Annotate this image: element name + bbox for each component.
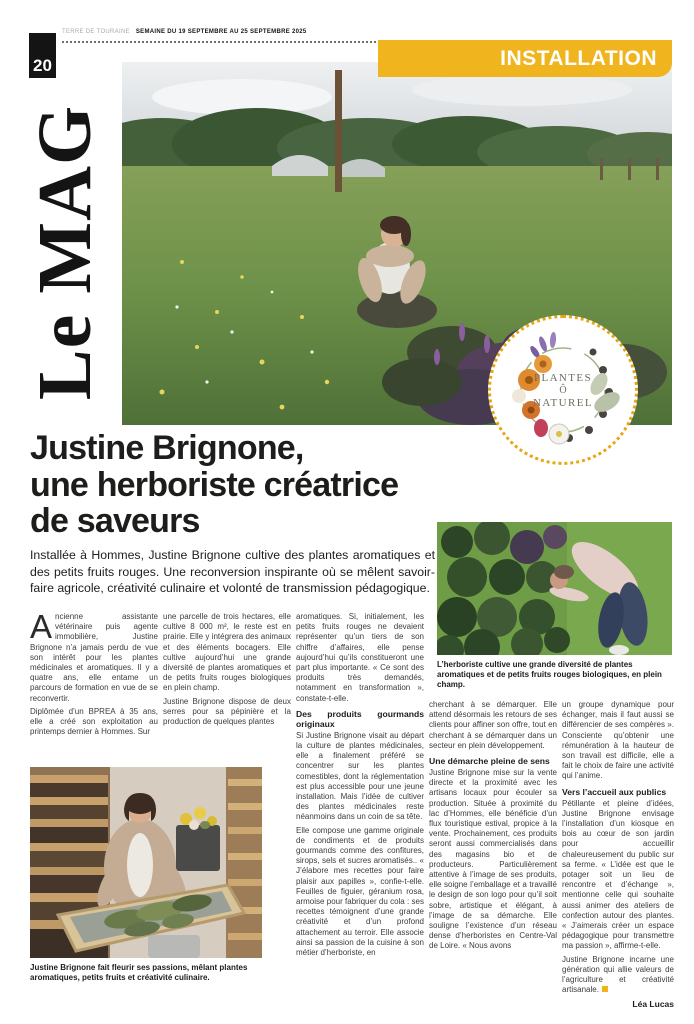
berry-picking-photo xyxy=(437,522,672,655)
caption-berry-picking: L’herboriste cultive une grande diversité de plantes aromatiques et de petits fruits rouges biologiques, en plein champ. xyxy=(437,660,662,689)
page-number-box xyxy=(29,33,56,78)
paragraph: aromatiques. Si, initialement, les petits fruits rouges ne devaient représenter qu’un tiers de son chiffre d’affaires, elle pense aujourd’hui qu’ils constitueront une part plus importante. « Ce sont des produits très demandés, notamment en transformation », constate-t-elle. xyxy=(296,612,424,703)
vertical-label-text: Le MAG xyxy=(23,104,108,400)
headline-line3: de saveurs xyxy=(30,502,200,541)
article-end-marker xyxy=(602,986,608,992)
byline: Léa Lucas xyxy=(632,999,674,1010)
body-column-3 xyxy=(296,612,424,1020)
article-headline xyxy=(30,430,475,540)
drop-cap: A xyxy=(30,612,53,645)
body-column-4 xyxy=(429,700,557,1022)
headline-line2: une herboriste créatrice xyxy=(30,465,399,504)
paragraph xyxy=(30,612,158,704)
page-number: 20 xyxy=(33,56,52,75)
logo-line2: Ô xyxy=(559,384,567,396)
top-strip xyxy=(62,29,307,35)
logo-line3: NATUREL xyxy=(533,396,593,409)
logo-wordmark xyxy=(491,318,635,462)
paragraph: une parcelle de trois hectares, elle cultive 8 000 m², le reste est en prairie. Elle y intégrera des animaux et des éléments bocagers. Elle cultive aujourd’hui une grande diversité de plantes aromatiques et de petits fruits rouges biologiques en plein champ. xyxy=(163,612,291,693)
plantes-o-naturel-logo xyxy=(488,315,638,465)
paragraph: Diplômée d’un BPREA à 35 ans, elle a créé son exploitation au printemps dernier à Hommes. Sur xyxy=(30,706,158,737)
paragraph: un groupe dynamique pour échanger, mais il faut aussi se différencier de ses compères ». Consciente qu’obtenir une rémunération à la hauteur de son travail est difficile, elle a fait le choix de faire une activité qui l’anime. xyxy=(562,700,674,781)
paragraph: Justine Brignone mise sur la vente directe et la proximité avec les artisans locaux pour écouler sa production. Située à proximité du lac d’Hommes, elle bénéficie d’un flux touristique estival, propice à la vente. Prochainement, ces produits seront aussi commercialisés dans des magasins bio et de producteurs. Particulièrement attentive à l’image de ses produits, elle soigne l’emballage et a travaillé le design de son logo pour qu’il soit sobre, artistique et élégant, à l’image de sa démarche. Elle souligne l’existence d’un réseau dense d’herboristes en Centre-Val de Loire. « Nous avons xyxy=(429,768,557,951)
subhead-demarche: Une démarche pleine de sens xyxy=(429,756,550,767)
body-column-5 xyxy=(562,700,674,1022)
date-range: SEMAINE DU 19 SEPTEMBRE AU 25 SEPTEMBRE 2025 xyxy=(135,29,307,35)
headline-line1: Justine Brignone, xyxy=(30,429,304,467)
paragraph: Si Justine Brignone visait au départ la culture de plantes médicinales, elle a finalement préféré se concentrer sur les plantes comestibles, dont la réglementation est plus accessible pour une jeune installation. Mais l’idée de cultiver des plantes médicinales reste néanmoins dans un coin de sa tête. xyxy=(296,730,424,822)
paragraph-text: Justine Brignone incarne une génération qui allie valeurs de l’agriculture et créativité artisanale. xyxy=(562,954,674,995)
body-column-1 xyxy=(30,612,158,757)
paragraph-text: ncienne assistante vétérinaire puis agente immobilière, Justine Brignone n’a jamais perdu de vue son intérêt pour les plantes médicinales et aromatiques. Il y a quatre ans, elle entame un parcours de formation en vue de se reconvertir. xyxy=(30,612,158,703)
article-standfirst: Installée à Hommes, Justine Brignone cultive des plantes aromatiques et des petits fruits rouges. Une reconversion inspirante où se mêlent savoir-faire agricole, créativité culinaire et volonté de transmission pédagogique. xyxy=(30,548,435,595)
caption-drying-room: Justine Brignone fait fleurir ses passions, mêlant plantes aromatiques, petits fruits et créativité culinaire. xyxy=(30,963,248,982)
paragraph: Elle compose une gamme originale de condiments et de produits gourmands comme des confitures, sirops, sels et sucres aromatisés.. « J’élabore mes recettes pour faire plaisir aux papilles », confie-t-elle. Feuilles de figuier, géranium rosa, armoise pour fabriquer du cola : ses recettes témoignent d’une grande créativité et d’un profond attachement au terroir. Elle associe ainsi sa passion de la cuisine à son métier d’herboriste, en xyxy=(296,825,424,958)
subhead-accueil-publics: Vers l’accueil aux publics xyxy=(562,786,667,797)
section-banner: INSTALLATION xyxy=(378,40,672,77)
paragraph xyxy=(562,955,674,996)
section-vertical-label xyxy=(14,82,118,422)
subhead-produits-gourmands: Des produits gourmands originaux xyxy=(296,708,424,729)
paragraph: Justine Brignone dispose de deux serres pour sa pépinière et la production de quelques plantes xyxy=(163,696,291,727)
paragraph: Pétillante et pleine d’idées, Justine Brignone envisage l’installation d’un kiosque en bois au cœur de son jardin pour accueillir chaleureusement du public sur sa ferme. « L’idée est que le potager soit un lieu de rencontre et d’échange », mentionne celle qui souhaite aussi animer des ateliers de confection autour des plantes. « J’aimerais créer un espace pédagogique pour transmettre ma passion », affirme-t-elle. xyxy=(562,798,674,951)
drying-room-photo xyxy=(30,767,262,958)
logo-line1: PLANTES xyxy=(533,371,593,384)
publication-name: TERRE DE TOURAINE xyxy=(62,29,130,35)
body-column-2 xyxy=(163,612,291,757)
paragraph: cherchant à se démarquer. Elle attend désormais les retours de ses clients pour affiner son offre, tout en cherchant à se démarquer dans un secteur en plein développement. xyxy=(429,700,557,750)
